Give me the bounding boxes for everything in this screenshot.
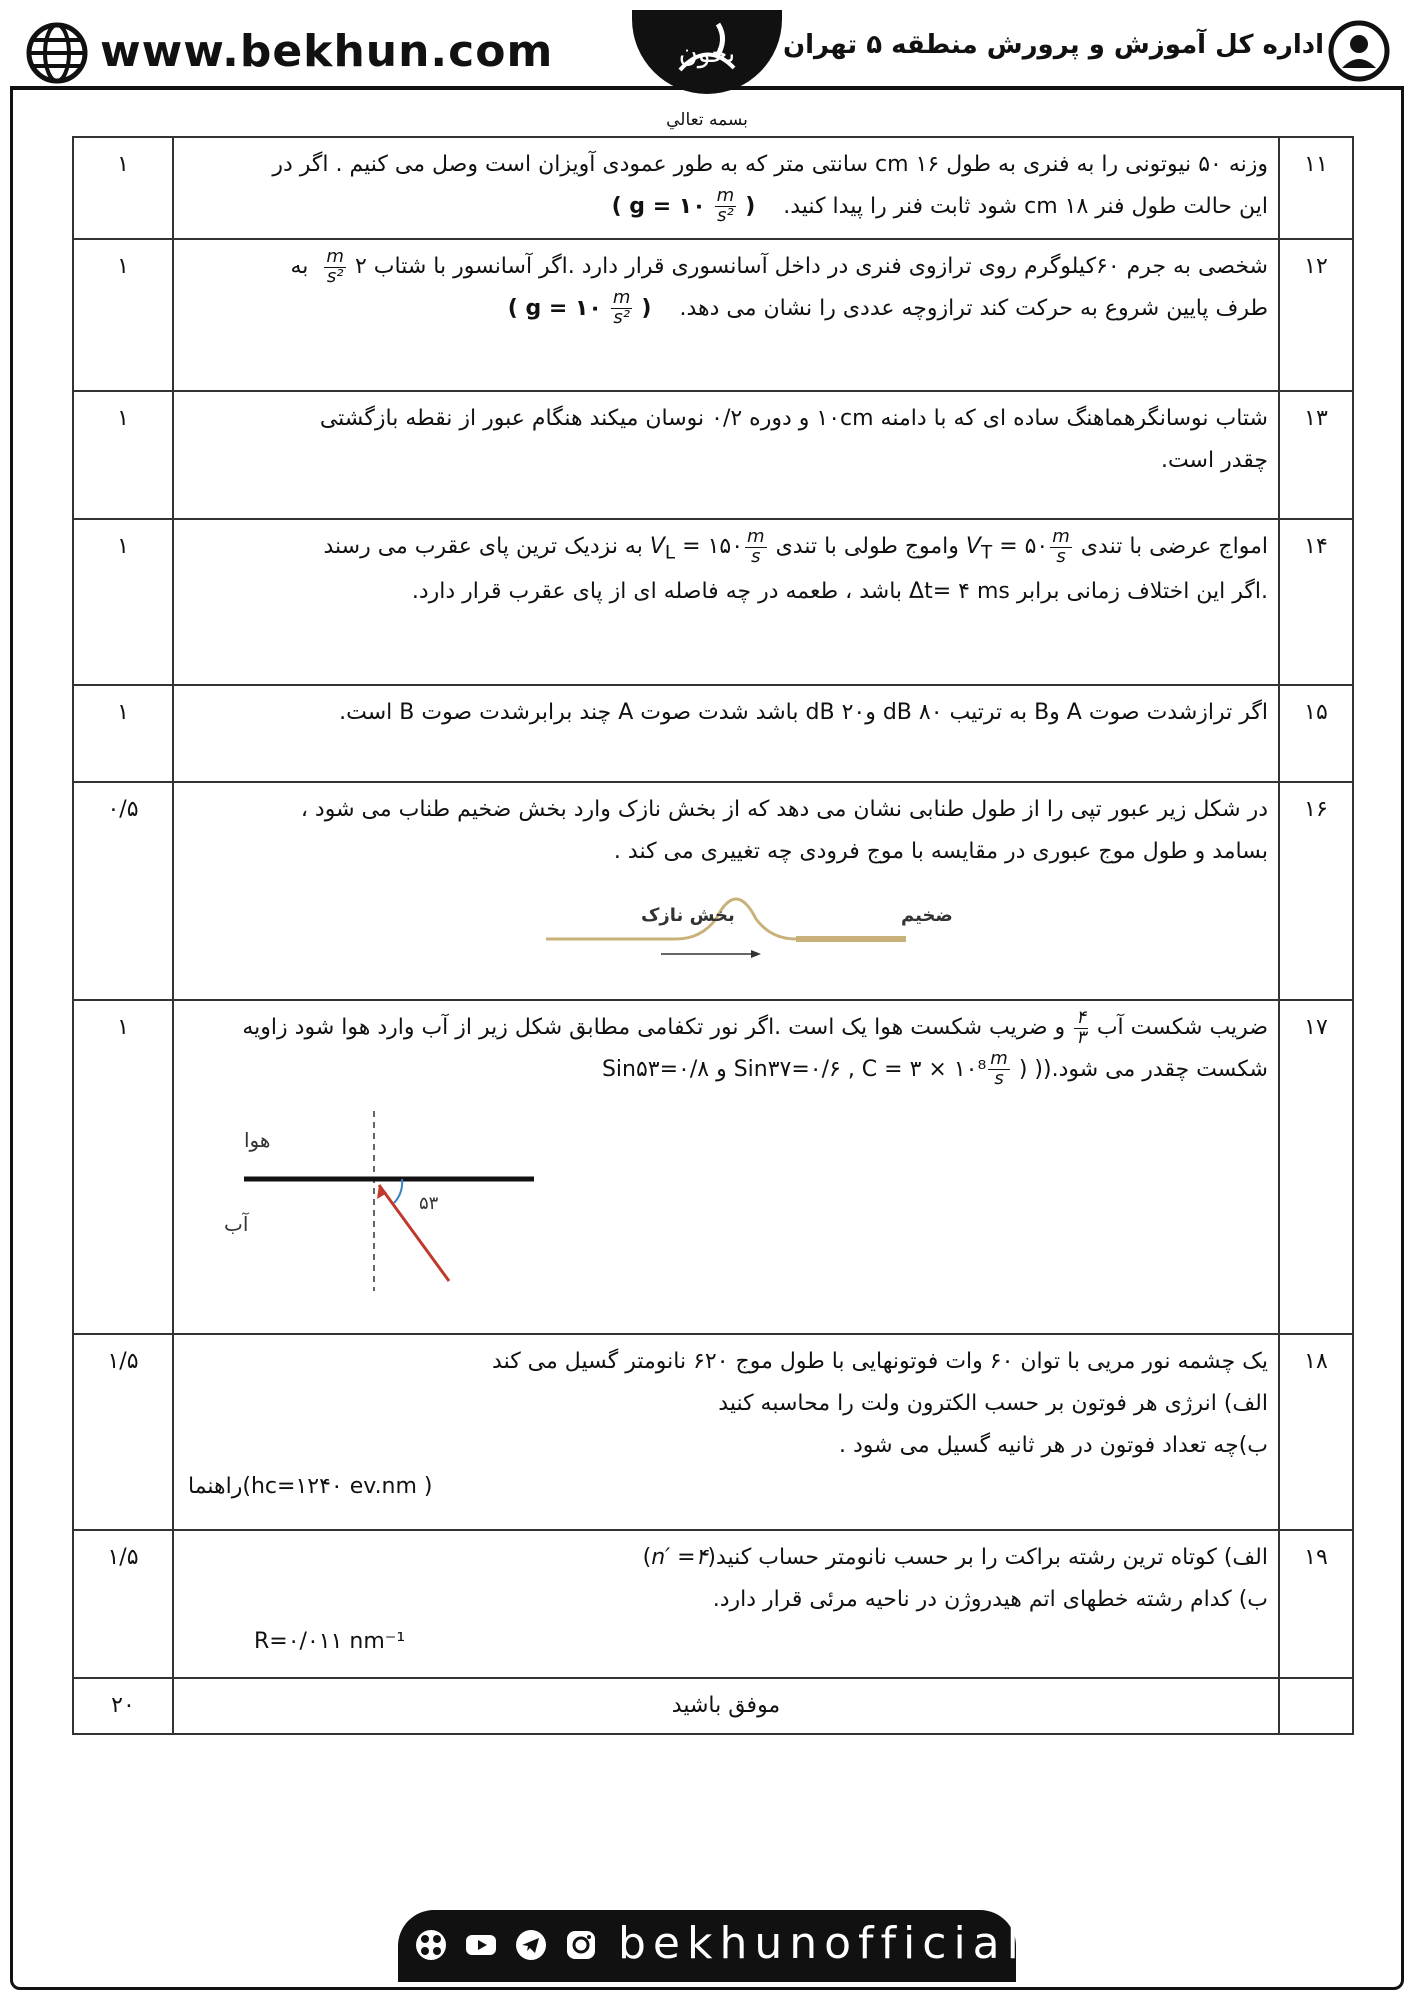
gravity-formula: ( g = ۱۰ $\frac{m}{\text{s²}}$ ) bbox=[507, 287, 652, 329]
question-line: شخصی به جرم ۶۰کیلوگرم روی ترازوی فنری در داخل آسانسوری قرار دارد .اگر آسانسور با شتاب ۲ $\frac{m}{\text{s²}}$ به bbox=[290, 245, 1268, 287]
closing-text: موفق باشید bbox=[173, 1678, 1279, 1734]
site-url[interactable]: www.bekhun.com bbox=[100, 26, 554, 77]
question-number: ۱۶ bbox=[1279, 782, 1353, 1000]
question-score: ۱ bbox=[73, 137, 173, 239]
logo-text: بخون bbox=[678, 39, 736, 69]
question-row bbox=[73, 1334, 1353, 1530]
question-number: ۱۹ bbox=[1279, 1530, 1353, 1678]
transverse-speed: $V_T$ = ۵۰ $\frac{m}{s}$ bbox=[965, 525, 1070, 567]
question-score: ۱/۵ bbox=[73, 1334, 173, 1530]
question-score: ۱/۵ bbox=[73, 1530, 173, 1678]
question-text bbox=[173, 685, 1279, 782]
instagram-icon[interactable] bbox=[564, 1928, 598, 1962]
question-text bbox=[173, 239, 1279, 391]
question-line: شتاب نوسانگرهماهنگ ساده ای که با دامنه ۱۰cm و دوره ۰/۲ نوسان میکند هنگام عبور از نقطه بازگشتی bbox=[319, 406, 1268, 431]
question-score: ۱ bbox=[73, 519, 173, 685]
question-line: اگر ترازشدت صوت A وB به ترتیب ۸۰ dB و۲۰ dB باشد شدت صوت A چند برابرشدت صوت B است. bbox=[339, 700, 1268, 725]
angle-label: ۵۳ bbox=[419, 1192, 439, 1214]
social-handle[interactable]: bekhunofficial bbox=[618, 1918, 1026, 1969]
question-text bbox=[173, 519, 1279, 685]
question-line: طرف پایین شروع به حرکت کند ترازوچه عددی را نشان می دهد. ( g = ۱۰ $\frac{m}{\text{s²}}$ ) bbox=[507, 287, 1268, 329]
question-score: ۱ bbox=[73, 685, 173, 782]
question-score: ۱ bbox=[73, 1000, 173, 1334]
questions-table bbox=[72, 136, 1354, 1735]
question-line: وزنه ۵۰ نیوتونی را به فنری به طول ۱۶ cm سانتی متر که به طور عمودی آویزان است وصل می کنیم . اگر در bbox=[272, 152, 1268, 177]
hint: راهنما(hc=۱۲۴۰ ev.nm ) bbox=[188, 1474, 433, 1500]
question-line: شکست چقدر می شود.(( Sin۵۳=۰/۸ و Sin۳۷=۰/۶ , C = ۳ × ۱۰⁸ $\frac{m}{s}$ ) bbox=[601, 1048, 1268, 1090]
longitudinal-speed: $V_L$ = ۱۵۰ $\frac{m}{s}$ bbox=[649, 525, 765, 567]
rope-figure bbox=[184, 873, 1268, 980]
question-text bbox=[173, 1334, 1279, 1530]
youtube-icon[interactable] bbox=[464, 1928, 498, 1962]
brand-logo bbox=[632, 10, 782, 94]
basmala: بسمه تعالي bbox=[666, 110, 748, 130]
constants: Sin۵۳=۰/۸ و Sin۳۷=۰/۶ , C = ۳ × ۱۰⁸ $\frac{m}{s}$ ) bbox=[601, 1048, 1028, 1090]
total-score: ۲۰ bbox=[73, 1678, 173, 1734]
question-number: ۱۴ bbox=[1279, 519, 1353, 685]
question-number: ۱۷ bbox=[1279, 1000, 1353, 1334]
question-line: امواج عرضی با تندی $V_T$ = ۵۰ $\frac{m}{s}$ واموج طولی با تندی $V_L$ = ۱۵۰ $\frac{m}{s}$ به نزدیک ترین پای عقرب می رسند bbox=[184, 526, 1268, 571]
question-line bbox=[184, 186, 1268, 228]
question-line: یک چشمه نور مریی با توان ۶۰ وات فوتونهایی با طول موج ۶۲۰ نانومتر گسیل می کند bbox=[492, 1349, 1268, 1374]
question-score: ۱ bbox=[73, 239, 173, 391]
thin-part-label: بخش نازک bbox=[641, 904, 735, 926]
air-label: هوا bbox=[244, 1127, 271, 1152]
total-row bbox=[73, 1678, 1353, 1734]
question-row bbox=[73, 239, 1353, 391]
question-line-text: این حالت طول فنر ۱۸ cm شود ثابت فنر را پیدا کنید. bbox=[783, 193, 1268, 219]
question-line: چقدر است. bbox=[1160, 447, 1268, 473]
question-line: .اگر این اختلاف زمانی برابر Δt= ۴ ms باشد ، طعمه در چه فاصله ای از پای عقرب قرار دارد. bbox=[411, 579, 1268, 605]
question-number: ۱۸ bbox=[1279, 1334, 1353, 1530]
question-row bbox=[73, 391, 1353, 519]
question-row bbox=[73, 782, 1353, 1000]
question-row bbox=[73, 685, 1353, 782]
question-row bbox=[73, 137, 1353, 239]
water-label: آب bbox=[224, 1211, 249, 1236]
question-score: ۱ bbox=[73, 391, 173, 519]
question-line: الف) کوتاه ترین رشته براکت را بر حسب نانومتر حساب کنید(n′ =۴) bbox=[642, 1545, 1268, 1570]
question-text bbox=[173, 782, 1279, 1000]
question-score: ۰/۵ bbox=[73, 782, 173, 1000]
question-line: در شکل زیر عبور تپی را از طول طنابی نشان می دهد که از بخش نازک وارد بخش ضخیم طناب می شود ، bbox=[300, 797, 1268, 822]
gravity-formula: ( g = ۱۰ $\frac{m}{\text{s²}}$ ) bbox=[611, 185, 756, 227]
aparat-icon[interactable] bbox=[414, 1928, 448, 1962]
question-row bbox=[73, 1000, 1353, 1334]
refraction-figure bbox=[184, 1091, 1268, 1316]
question-number: ۱۵ bbox=[1279, 685, 1353, 782]
question-number: ۱۲ bbox=[1279, 239, 1353, 391]
question-row bbox=[73, 1530, 1353, 1678]
question-number: ۱۳ bbox=[1279, 391, 1353, 519]
organization-title: اداره کل آموزش و پرورش منطقه ۵ تهران bbox=[782, 30, 1324, 60]
question-number: ۱۱ bbox=[1279, 137, 1353, 239]
question-line: ب) کدام رشته خطهای اتم هیدروژن در ناحیه مرئی قرار دارد. bbox=[712, 1586, 1268, 1612]
question-line: الف) انرژی هر فوتون بر حسب الکترون ولت را محاسبه کنید bbox=[718, 1390, 1268, 1416]
question-text bbox=[173, 1000, 1279, 1334]
rydberg-constant: R=۰/۰۱۱ nm⁻¹ bbox=[254, 1628, 406, 1654]
question-line: بسامد و طول موج عبوری در مقایسه با موج فرودی چه تغییری می کند . bbox=[613, 838, 1268, 864]
question-line: ضریب شکست آب $\frac{۴}{۳}$ و ضریب شکست هوا یک است .اگر نور تکفامی مطابق شکل زیر از آب وارد هوا شود زاویه bbox=[242, 1006, 1268, 1048]
thick-part-label: ضخیم bbox=[901, 904, 953, 926]
question-line: ب)چه تعداد فوتون در هر ثانیه گسیل می شود . bbox=[839, 1432, 1268, 1458]
question-text bbox=[173, 391, 1279, 519]
globe-icon bbox=[26, 22, 88, 84]
question-text bbox=[173, 137, 1279, 239]
question-row bbox=[73, 519, 1353, 685]
question-text bbox=[173, 1530, 1279, 1678]
telegram-icon[interactable] bbox=[514, 1928, 548, 1962]
total-number-cell bbox=[1279, 1678, 1353, 1734]
user-icon bbox=[1328, 20, 1390, 82]
